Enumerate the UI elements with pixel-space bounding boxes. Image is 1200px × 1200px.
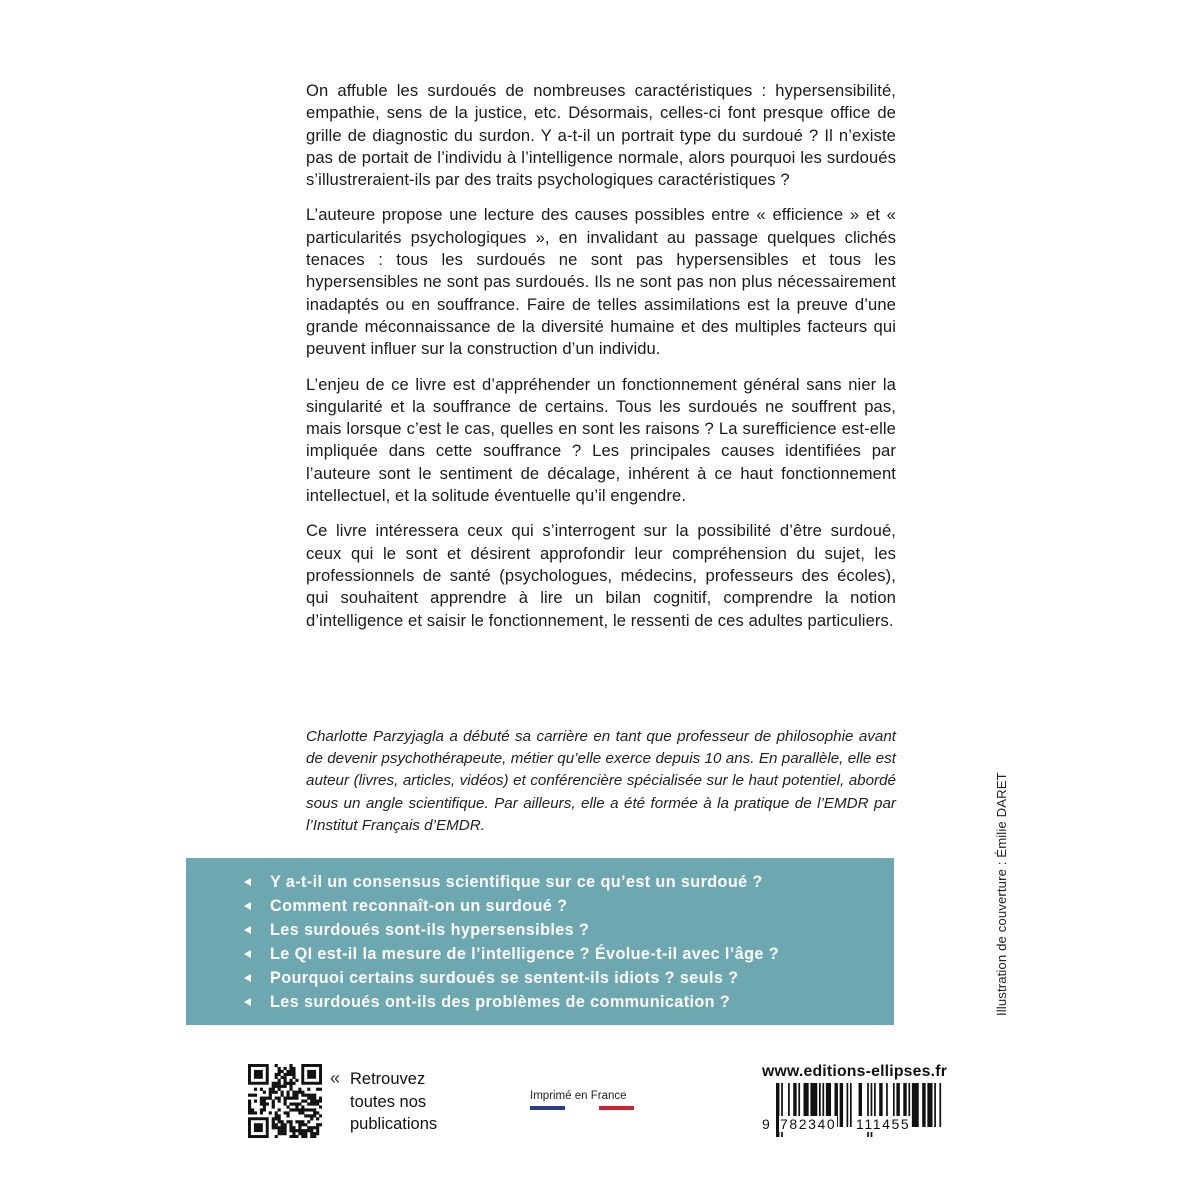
question-item (186, 942, 894, 966)
question-item (186, 918, 894, 942)
printed-label: Imprimé en France (530, 1090, 627, 1102)
flag-blue-stripe (530, 1106, 565, 1110)
qr-caption (350, 1068, 437, 1136)
question-text: Comment reconnaît-on un surdoué ? (270, 897, 568, 915)
barcode-icon (758, 1083, 944, 1141)
triangle-left-icon (244, 878, 251, 886)
questions-list (186, 858, 894, 1014)
printed-in-france (530, 1090, 634, 1110)
author-bio: Charlotte Parzyjagla a débuté sa carrière en tant que professeur de philosophie avant de devenir psychothérapeute, métier qu’elle exerce depuis 10 ans. En parallèle, elle est auteur (livres, articles, vidéos) et conférencière spécialisée sur le haut potentiel, abordé sous un angle scientifique. Par ailleurs, elle a été formée à la pratique de l’EMDR par l’Institut Français d’EMDR. (306, 728, 896, 834)
publisher-website[interactable]: www.editions-ellipses.fr (762, 1063, 948, 1080)
question-text: Les surdoués ont-ils des problèmes de communication ? (270, 993, 731, 1011)
flag-red-stripe (599, 1106, 634, 1110)
question-text: Pourquoi certains surdoués se sentent-ils idiots ? seuls ? (270, 969, 739, 987)
question-item (186, 990, 894, 1014)
qr-caption-line: toutes nos (350, 1092, 427, 1111)
question-item (186, 870, 894, 894)
question-item (186, 966, 894, 990)
flag-white-stripe (565, 1106, 600, 1110)
guillemet-icon: « (330, 1068, 341, 1088)
question-text: Y a-t-il un consensus scientifique sur ce qu’est un surdoué ? (270, 873, 763, 891)
french-flag-icon (530, 1106, 634, 1110)
triangle-left-icon (244, 998, 251, 1006)
isbn-group-2: 111455 (856, 1116, 911, 1132)
triangle-left-icon (244, 926, 251, 934)
triangle-left-icon (244, 902, 251, 910)
paragraph-audience: Ce livre intéressera ceux qui s’interrogent sur la possibilité d’être surdoué, ceux qui le sont et désirent approfondir leur compréhension du sujet, les professionnels de santé (psychologues, médecins, professeurs des écoles), qui souhaitent apprendre à lire un bilan cognitif, comprendre la notion d’intelligence et saisir le fonctionnement, le ressenti de ces adultes particuliers. (306, 521, 896, 630)
qr-caption-line: Retrouvez (350, 1070, 426, 1088)
question-item (186, 894, 894, 918)
qr-caption-line: publications (350, 1115, 438, 1133)
questions-box (186, 858, 894, 1025)
isbn-lead-digit: 9 (762, 1116, 772, 1132)
paragraph-book-stakes: L’enjeu de ce livre est d’appréhender un fonctionnement général sans nier la singularité et la souffrance de certains. Tous les surdoués ne souffrent pas, mais lorsque c’est le cas, quelles en sont les raisons ? La surefficience est-elle impliquée dans cette souffrance ? Les principales causes identifiées par l’auteure sont le sentiment de décalage, inhérent à ce haut fonctionnement intellectuel, et la solitude éventuelle qu’il engendre. (306, 374, 896, 506)
triangle-left-icon (244, 974, 251, 982)
isbn-group-1: 782340 (780, 1116, 837, 1132)
cover-illustration-credit: Illustration de couverture : Émilie DARET (994, 772, 1009, 1016)
qr-code-icon[interactable] (248, 1064, 322, 1138)
question-text: Les surdoués sont-ils hypersensibles ? (270, 921, 590, 939)
back-cover-text (306, 80, 896, 645)
triangle-left-icon (244, 950, 251, 958)
question-text: Le QI est-il la mesure de l’intelligence ? Évolue-t-il avec l’âge ? (270, 945, 779, 963)
paragraph-intro: On affuble les surdoués de nombreuses caractéristiques : hypersensibilité, empathie, sens de la justice, etc. Désormais, celles-ci font presque office de grille de diagnostic du surdon. Y a-t-il un portrait type du surdoué ? Il n’existe pas de portait de l’individu à l’intelligence normale, alors pourquoi les surdoués s’illustreraient-ils par des traits psychologiques caractéristiques ? (306, 81, 896, 190)
paragraph-author-reading: L’auteure propose une lecture des causes possibles entre « efficience » et « particularités psychologiques », en invalidant au passage quelques clichés tenaces : tous les surdoués ne sont pas hypersensibles et tous les hypersensibles ne sont pas surdoués. Ils ne sont pas non plus nécessairement inadaptés ou en souffrance. Faire de telles assimilations est la preuve d’une grande méconnaissance de la diversité humaine et des multiples facteurs qui peuvent influer sur la construction d’un individu. (306, 205, 896, 359)
